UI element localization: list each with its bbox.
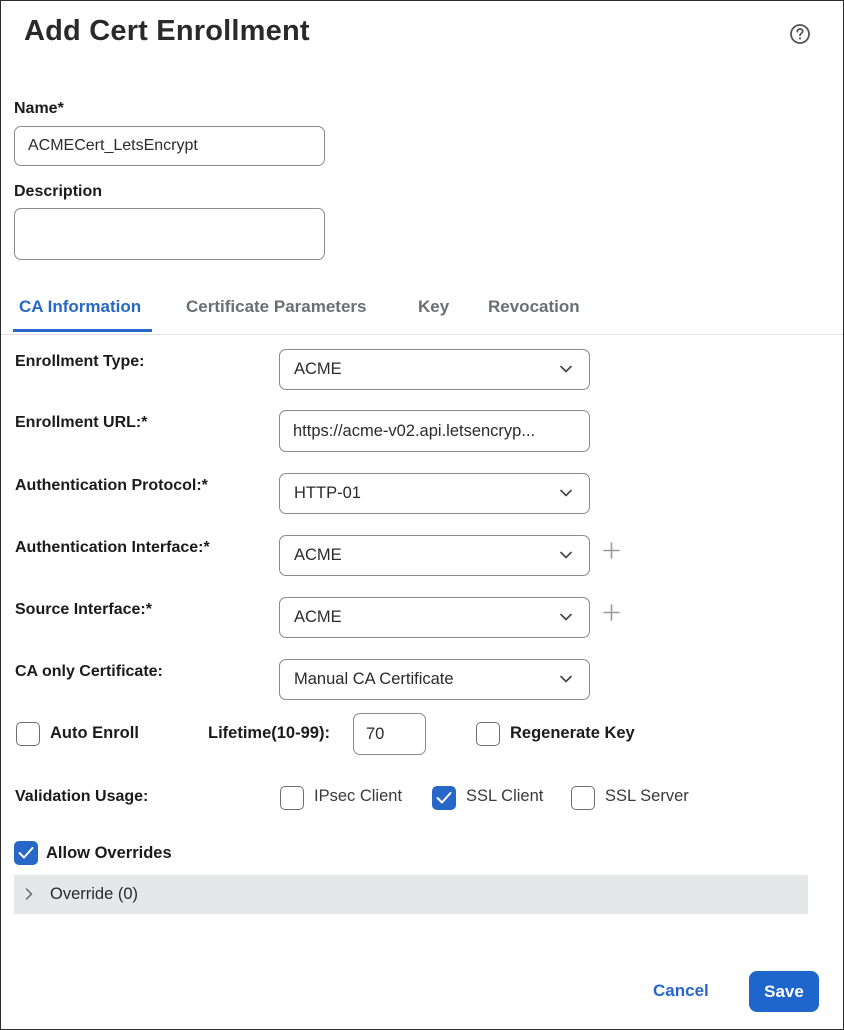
description-input[interactable] — [14, 208, 325, 260]
auth-protocol-value: HTTP-01 — [294, 484, 361, 502]
ipsec-client-checkbox[interactable] — [280, 786, 304, 810]
chevron-down-icon — [560, 551, 572, 559]
ca-only-certificate-select[interactable] — [279, 659, 590, 700]
name-input[interactable] — [14, 126, 325, 166]
tab-certificate-parameters[interactable]: Certificate Parameters — [186, 297, 367, 316]
chevron-right-icon — [25, 888, 33, 900]
help-circle-icon[interactable] — [789, 23, 811, 45]
checkmark-icon — [18, 846, 34, 860]
chevron-down-icon — [560, 489, 572, 497]
override-section-toggle[interactable] — [14, 875, 808, 914]
validation-usage-label: Validation Usage: — [15, 788, 149, 805]
chevron-down-icon — [560, 365, 572, 373]
tab-ca-information[interactable]: CA Information — [19, 297, 142, 316]
allow-overrides-label: Allow Overrides — [46, 844, 172, 862]
auth-protocol-select[interactable] — [279, 473, 590, 514]
ipsec-client-label: IPsec Client — [314, 787, 403, 805]
ca-only-certificate-value: Manual CA Certificate — [294, 670, 454, 688]
lifetime-input[interactable] — [353, 713, 426, 755]
enrollment-type-label: Enrollment Type: — [15, 353, 145, 370]
dialog-title: Add Cert Enrollment — [24, 15, 310, 47]
ssl-client-checkbox[interactable] — [432, 786, 456, 810]
save-button[interactable]: Save — [749, 971, 819, 1012]
checkmark-icon — [436, 791, 452, 805]
auth-protocol-label: Authentication Protocol:* — [15, 477, 208, 494]
enrollment-type-value: ACME — [294, 360, 342, 378]
chevron-down-icon — [560, 675, 572, 683]
tab-key[interactable]: Key — [418, 297, 450, 316]
ssl-server-checkbox[interactable] — [571, 786, 595, 810]
tab-bar — [1, 287, 843, 335]
ssl-server-label: SSL Server — [605, 787, 689, 805]
enrollment-type-select[interactable] — [279, 349, 590, 390]
description-label: Description — [14, 183, 103, 200]
regenerate-key-checkbox[interactable] — [476, 722, 500, 746]
chevron-down-icon — [560, 613, 572, 621]
cancel-button[interactable]: Cancel — [653, 981, 709, 1000]
enrollment-url-input[interactable] — [279, 410, 590, 452]
lifetime-label: Lifetime(10-99): — [208, 724, 330, 742]
tab-revocation[interactable]: Revocation — [488, 297, 580, 316]
source-interface-value: ACME — [294, 608, 342, 626]
active-tab-indicator — [13, 329, 152, 332]
regenerate-key-label: Regenerate Key — [510, 724, 635, 742]
add-source-interface-plus-icon[interactable] — [603, 604, 620, 621]
auth-interface-select[interactable] — [279, 535, 590, 576]
override-label: Override (0) — [50, 885, 139, 903]
auto-enroll-checkbox[interactable] — [16, 722, 40, 746]
name-label: Name* — [14, 100, 64, 117]
source-interface-label: Source Interface:* — [15, 601, 152, 618]
auth-interface-value: ACME — [294, 546, 342, 564]
enrollment-url-label: Enrollment URL:* — [15, 414, 148, 431]
auto-enroll-label: Auto Enroll — [50, 724, 139, 742]
add-auth-interface-plus-icon[interactable] — [603, 542, 620, 559]
allow-overrides-checkbox[interactable] — [14, 841, 38, 865]
source-interface-select[interactable] — [279, 597, 590, 638]
ssl-client-label: SSL Client — [466, 787, 544, 805]
auth-interface-label: Authentication Interface:* — [15, 539, 210, 556]
ca-only-certificate-label: CA only Certificate: — [15, 663, 163, 680]
